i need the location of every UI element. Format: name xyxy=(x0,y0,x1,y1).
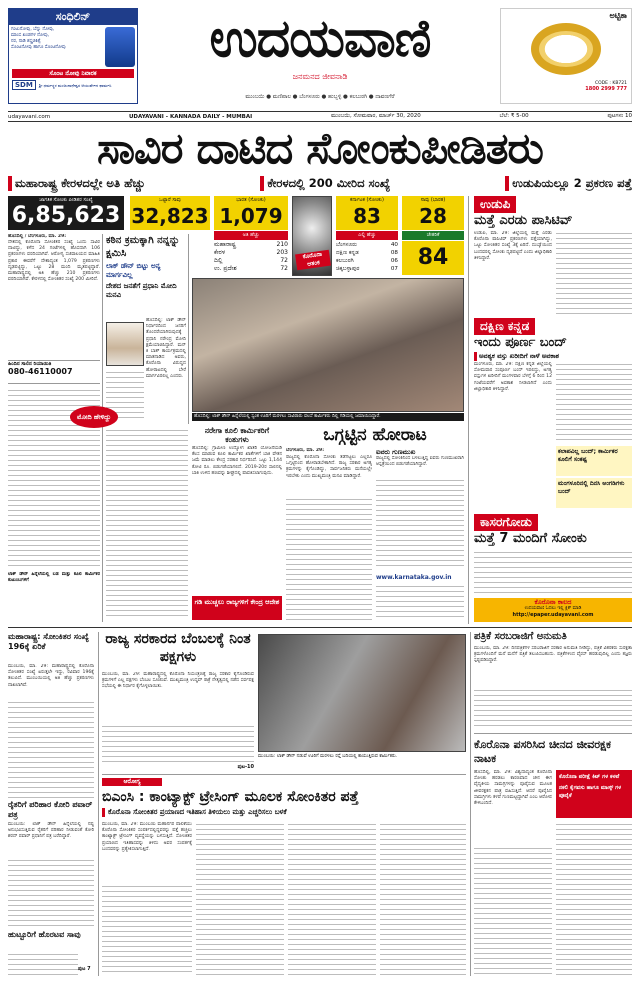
stat-deaths xyxy=(130,196,210,230)
ad-left-line: ಗಂಟುನೋವು, ಬೆನ್ನು ನೋವು, xyxy=(11,27,55,32)
unity-title: ಒಗ್ಗಟ್ಟಿನ ಹೋರಾಟ xyxy=(323,425,427,445)
left-bottom-block-3 xyxy=(8,952,78,978)
stat-india-deaths xyxy=(402,196,464,230)
dk-title: ಇಂದು ಪೂರ್ಣ ಬಂದ್ xyxy=(474,335,567,350)
bmc-body: ಮುಂಬಯಿ, ಮಾ. 29: ಮುಂಬಯಿ ಮಹಾನಗರ ಪಾಲಿಕೆಯು ಕೊರೊನಾ ಸೋಂಕಿತರ ಸಂಪರ್ಕದಲ್ಲಿದ್ದವರನ್ನು ಪತ್ತೆ ಹಚ್ಚಲು ಕಾಂಟ್ಯಾಕ್ಟ್ ಟ್ರೇಸಿಂಗ್ ವ್ಯವಸ್ಥೆಯನ್ನು ಬಳಸುತ್ತಿದೆ. ಸೋಂಕಿತರ ಪ್ರಯಾಣದ ಇತಿಹಾಸವನ್ನು ತಿಳಿದು ಅವರ ಸಂಪರ್ಕಕ್ಕೆ ಬಂದವರನ್ನು ಪ್ರತ್ಯೇಕಿಸಲಾಗುತ್ತಿದೆ. xyxy=(102,822,192,852)
stat-india-value: 1,079 xyxy=(219,204,283,228)
migrants-photo xyxy=(192,278,464,412)
top-state-row: ಮಹಾರಾಷ್ಟ್ರ 210 xyxy=(214,241,288,248)
right-bottom-title-1: ಪತ್ರಿಕೆ ಸರಬರಾಜಿಗೆ ಅನುಮತಿ xyxy=(474,631,567,642)
stat-deaths-label: ಒಟ್ಟಾರೆ ಸಾವು xyxy=(159,197,181,203)
stat-karnataka-label: ಕರ್ನಾಟಕ (ಸೋಂಕು) xyxy=(350,197,384,203)
udupi-label: ಉಡುಪಿ xyxy=(474,196,516,213)
bangle-icon xyxy=(531,23,601,75)
page-count: ಪುಟಗಳು 10 xyxy=(607,113,632,119)
right-bottom-body-2: ಹೊಸದಿಲ್ಲಿ, ಮಾ. 29: ವಿಶ್ವದಾದ್ಯಂತ ಕೊರೊನಾ ಸೋಂಕು ಹರಡಲು ಕಾರಣವಾದ ಚೀನ ಈಗ ವೈದ್ಯಕೀಯ ಸಾಮಗ್ರಿಗಳನ್ನು ಪೂರೈಸುವ ಮೂಲಕ ಜೀವರಕ್ಷಕನ ಪಾತ್ರ ವಹಿಸುತ್ತಿದೆ. ಆದರೆ ಪೂರೈಸಿದ ಸಾಮಗ್ರಿಗಳು ಕಳಪೆ ಗುಣಮಟ್ಟದ್ದಾಗಿವೆ ಎಂಬ ಆರೋಪ ಕೇಳಿಬಂದಿದೆ. xyxy=(474,770,552,807)
kasargod-label: ಕಾಸರಗೋಡು xyxy=(474,514,538,531)
modi-box-body: ಹೊಸದಿಲ್ಲಿ: ಲಾಕ್ ಡೌನ್ ನಿರ್ಧಾರದಿಂದ ಜನರಿಗೆ ತೊಂದರೆಯಾಗಿರುವುದಕ್ಕೆ ಪ್ರಧಾನಿ ನರೇಂದ್ರ ಮೋದಿ ಕ್ಷಮೆಯಾಚಿಸಿದ್ದಾರೆ. ಮನ್ ಕಿ ಬಾತ್ ಕಾರ್ಯಕ್ರಮದಲ್ಲಿ ಮಾತನಾಡಿದ ಅವರು, ಕೊರೊನಾ ವಿರುದ್ಧದ ಹೋರಾಟದಲ್ಲಿ ಬೇರೆ ಮಾರ್ಗವಿರಲಿಲ್ಲ ಎಂದರು. xyxy=(146,318,186,379)
helpline-box xyxy=(8,360,100,384)
masthead-editions: ಮುಂಬಯಿ ● ಮಣಿಪಾಲ ● ಬೆಂಗಳೂರು ● ಹುಬ್ಬಳ್ಳಿ ● ಕಲಬುರಗಿ ● ದಾವಣಗೆರೆ xyxy=(245,94,395,100)
dk-box-2: ಮಂಗಳೂರಿನಲ್ಲಿ ದಿನಸಿ ಅಂಗಡಿಗಳು ಬಂದ್ xyxy=(556,478,632,508)
stat-recovered-value: 84 xyxy=(402,241,464,275)
district-row: ಚಿಕ್ಕಬಳ್ಳಾಪುರ 07 xyxy=(336,266,398,272)
ad-left-line: ನರ, ನಾಡಿ ಶಸ್ತ್ರಚಿಕಿತ್ಸೆ xyxy=(11,39,41,44)
unity-side-body: ರಾಜ್ಯದಲ್ಲಿ ಸೋಂಕಿನಿಂದ ಬಳಲುತ್ತಿದ್ದ ಐವರು ಗುಣಮುಖರಾಗಿ ಆಸ್ಪತ್ರೆಯಿಂದ ಬಿಡುಗಡೆಯಾಗಿದ್ದಾರೆ. xyxy=(376,456,464,468)
ad-left-highlight: ಸೊಂಟ ನೋವು ನಿವಾರಕ xyxy=(12,69,134,78)
ad-right-phone: 1800 2999 777 xyxy=(585,86,627,92)
unity-body: ರಾಜ್ಯದಲ್ಲಿ ಕೊರೊನಾ ಸೋಂಕು ತಡೆಗಟ್ಟಲು ಎಲ್ಲರೂ ಒಗ್ಗಟ್ಟಿನಿಂದ ಹೋರಾಡಬೇಕಾಗಿದೆ. ರಾಜ್ಯ ಸರಕಾರ ಅಗತ್ಯ ಕ್ರಮಗಳನ್ನು ಕೈಗೊಂಡಿದ್ದು, ಸಾರ್ವಜನಿಕರು ಮನೆಯಲ್ಲೇ ಇರಬೇಕು ಎಂದು ಮುಖ್ಯಮಂತ್ರಿ ಮನವಿ ಮಾಡಿದ್ದಾರೆ. xyxy=(286,455,372,479)
sdm-logo-icon: SDM xyxy=(12,80,36,90)
unity-text-block xyxy=(286,497,372,621)
ad-right[interactable] xyxy=(500,8,632,104)
udupi-text-block xyxy=(556,231,632,315)
china-bullet: ಕೊರೊನಾ ಪರೀಕ್ಷೆ ಕಿಟ್ ಗಳ ಕಳಪೆ xyxy=(559,774,620,780)
workers-roadside-photo xyxy=(258,634,466,752)
ad-right-brand: ಅಟ್ಟಿಕಾ xyxy=(609,11,627,20)
unity-kicker: ಬೆಂಗಳೂರು, ಮಾ. 29: xyxy=(286,448,325,453)
bmc-title: ಬಿಎಂಸಿ : ಕಾಂಟ್ಯಾಕ್ಟ್ ಟ್ರೇಸಿಂಗ್ ಮೂಲಕ ಸೋಂಕಿತರ ಪತ್ತೆ xyxy=(102,789,359,805)
top-state-row: ದಿಲ್ಲಿ 72 xyxy=(214,257,288,264)
unity-side-block-2 xyxy=(376,584,464,620)
masthead-tagline: ಜನಮನದ ಜೀವನಾಡಿ xyxy=(292,72,348,81)
left-col-body: ದೇಶದಲ್ಲಿ ಕೊರೊನಾ ಸೋಂಕಿತರ ಸಂಖ್ಯೆ ಒಂದು ಸಾವಿರ ದಾಟಿದ್ದು, ಕಳೆದ 24 ಗಂಟೆಗಳಲ್ಲಿ ಹೊಸದಾಗಿ 106 ಪ್ರಕರಣಗಳು ವರದಿಯಾಗಿವೆ. ಆರೋಗ್ಯ ಸಚಿವಾಲಯದ ಮಾಹಿತಿ ಪ್ರಕಾರ ಈವರೆಗೆ ದೇಶಾದ್ಯಂತ 1,079 ಪ್ರಕರಣಗಳು ದೃಢಪಟ್ಟಿದ್ದು, ಒಟ್ಟು 28 ಮಂದಿ ಮೃತಪಟ್ಟಿದ್ದಾರೆ. ಮಹಾರಾಷ್ಟ್ರದಲ್ಲಿ ಅತಿ ಹೆಚ್ಚು 210 ಪ್ರಕರಣಗಳು ವರದಿಯಾಗಿವೆ. ಕೇರಳದಲ್ಲಿ ಸೋಂಕಿತರ ಸಂಖ್ಯೆ 200 ಮೀರಿದೆ. xyxy=(8,240,100,283)
left-bottom-title: ಮಹಾರಾಷ್ಟ್ರ: ಸೋಂಕಿತರ ಸಂಖ್ಯೆ 196ಕ್ಕೆ ಏರಿಕೆ xyxy=(8,632,89,651)
dateline: ಮುಂಬಯಿ, ಸೋಮವಾರ, ಮಾರ್ಚ್ 30, 2020 xyxy=(331,113,421,119)
unity-side-title: ಐವರು ಗುಣಮುಖ xyxy=(376,448,416,456)
left-bottom-body: ಮುಂಬಯಿ, ಮಾ. 29: ಮಹಾರಾಷ್ಟ್ರದಲ್ಲಿ ಕೊರೊನಾ ಸೋಂಕಿತರ ಸಂಖ್ಯೆ ಏರುತ್ತಲೇ ಇದ್ದು, ರವಿವಾರ 196ಕ್ಕೆ ತಲುಪಿದೆ. ಮುಂಬಯಿಯಲ್ಲಿ ಅತಿ ಹೆಚ್ಚು ಪ್ರಕರಣಗಳು ದಾಖಲಾಗಿವೆ. xyxy=(8,664,94,688)
masthead-title: ಉದಯವಾಣಿ xyxy=(209,9,431,69)
epaper-banner-line-2: ಉದಯವಾಣಿ ಓದಲು ಇಲ್ಲಿ ಕ್ಲಿಕ್ ಮಾಡಿ xyxy=(524,606,582,611)
left-bottom-block xyxy=(8,700,94,798)
top-state-row: ಕೇರಳ 203 xyxy=(214,249,288,256)
modi-badge: ಮೋದಿ ಹೇಳಿದ್ದು xyxy=(70,406,118,428)
district-row: ಬೆಂಗಳೂರು 40 xyxy=(336,242,398,248)
state-gov-ref: ಪುಟ-10 xyxy=(237,764,254,770)
state-gov-photo-caption: ಮುಂಬಯಿ: ಲಾಕ್ ಡೌನ್ ನಡುವೆ ಊರಿಗೆ ಮರಳಲು ರಸ್ತೆ ಬದಿಯಲ್ಲಿ ಕಾಯುತ್ತಿರುವ ಕಾರ್ಮಿಕರು. xyxy=(258,754,398,759)
left-bottom-ref: ಪುಟ 7 xyxy=(78,966,91,972)
left-bottom-block-2 xyxy=(8,858,94,926)
right-bottom-block-3 xyxy=(556,822,632,976)
state-gov-block xyxy=(102,724,254,764)
stat-india-deaths-label: ಸಾವು (ಭಾರತ) xyxy=(420,197,446,203)
workers-body: ಹೊಸದಿಲ್ಲಿ: ಗ್ರಾಮೀಣ ಉದ್ಯೋಗ ಖಾತರಿ ಯೋಜನೆಯಡಿ ಕೆಲಸ ಮಾಡುವ ಕೂಲಿ ಕಾರ್ಮಿಕರ ಖಾತೆಗಳಿಗೆ ಬಾಕಿ ವೇತನ ಜಮೆ ಮಾಡಲು ಕೇಂದ್ರ ಸರಕಾರ ನಿರ್ಧರಿಸಿದೆ. ಒಟ್ಟು 1,144 ಕೋಟಿ ರೂ. ಬಿಡುಗಡೆಯಾಗಲಿದೆ. 2019-20ರ ಸಾಲಿನಲ್ಲಿ ಬಾಕಿ ಉಳಿದ ಹಣವನ್ನು ಶೀಘ್ರದಲ್ಲಿ ಪಾವತಿಸಲಾಗುವುದು. xyxy=(192,446,282,476)
dk-text-block xyxy=(556,362,632,442)
unity-web-link[interactable]: www.karnataka.gov.in xyxy=(376,574,452,581)
modi-bullets-block xyxy=(106,428,188,618)
sub-headline-2: ಕೇರಳದಲ್ಲಿ 200 ಮೀರಿದ ಸಂಖ್ಯೆ xyxy=(260,176,390,191)
left-col-link: ಲಾಕ್ ಡೌನ್ ಹಿನ್ನೆಲೆಯಲ್ಲಿ ಬಡ ಮತ್ತು ಕೂಲಿ ಕಾರ್ಮಿಕರ ಕುಟುಂಬಗಳಿಗೆ xyxy=(8,572,100,584)
stat-recovered-label: ಚೇತರಿಕೆ xyxy=(402,231,464,240)
ad-left-maker: ಶ್ರೀ ಧರ್ಮಸ್ಥಳ ಮಂಜುನಾಥೇಶ್ವರ ಆಯುರ್ವೇದ ಫಾರ್ಮಸಿ xyxy=(38,82,112,88)
masthead-bar xyxy=(8,111,632,122)
udupi-title: ಮತ್ತೆ ಎರಡು ಪಾಸಿಟಿವ್ xyxy=(474,213,573,228)
modi-quote-2: ದೇಶದ ಜನತೆಗೆ ಪ್ರಧಾನಿ ಮೋದಿ ಮನವಿ xyxy=(106,282,177,299)
epaper-banner-line-1: ಕೊರೊನಾ ಕಾಲದ xyxy=(534,598,572,606)
workers-title: ನರೇಗಾ ಕೂಲಿ ಕಾರ್ಮಿಕರಿಗೆ ಕಂತುಗಳು xyxy=(204,426,270,444)
main-headline: ಸಾವಿರ ದಾಟಿದ ಸೋಂಕುಪೀಡಿತರು xyxy=(97,124,543,174)
bmc-block-1 xyxy=(102,884,192,976)
stat-deaths-value: 32,823 xyxy=(131,204,209,228)
district-row: ಕಲಬುರಗಿ 06 xyxy=(336,258,398,264)
left-bottom-title-3: ಹುಟ್ಟೂರಿಗೆ ಹೊರಟವ ಸಾವು xyxy=(8,930,81,939)
stat-top-label: ಅತಿ ಹೆಚ್ಚು xyxy=(214,231,288,240)
bmc-block-2 xyxy=(196,822,284,976)
sub-headline-1: ಮಹಾರಾಷ್ಟ್ರ ಕೇರಳದಲ್ಲೇ ಅತಿ ಹೆಚ್ಚು xyxy=(8,176,145,191)
price: ಬೆಲೆ: ₹ 5-00 xyxy=(499,113,529,119)
corona-badge: ಕೊರೊನಾ ಆತಂಕ xyxy=(295,250,331,271)
paper-name: UDAYAVANI - KANNADA DAILY - MUMBAI xyxy=(128,113,253,120)
modi-photo xyxy=(106,322,144,366)
china-bullet: ನಕಲಿ ಕೈಗವಸು ಹಾಗೂ ಮಾಸ್ಕ್ ಗಳ ಪೂರೈಕೆ xyxy=(559,785,622,799)
stat-global-label: ಜಾಗತಿಕ ಸೋಂಕು ಪೀಡಿತರ ಸಂಖ್ಯೆ xyxy=(39,197,93,203)
kasargod-title: ಮತ್ತೆ 7 ಮಂದಿಗೆ ಸೋಂಕು xyxy=(474,531,587,546)
state-gov-title: ರಾಜ್ಯ ಸರಕಾರದ ಬೆಂಬಲಕ್ಕೆ ನಿಂತ ಪಕ್ಷಗಳು xyxy=(105,631,251,665)
right-bottom-body-1: ಮುಂಬಯಿ, ಮಾ. 29: ದಿನಪತ್ರಿಕೆಗಳ ಸರಬರಾಜಿಗೆ ಸರಕಾರ ಅನುಮತಿ ನೀಡಿದ್ದು, ಪತ್ರಿಕೆ ವಿತರಕರು ಸುರಕ್ಷತಾ ಕ್ರಮಗಳೊಂದಿಗೆ ಮನೆ ಮನೆಗೆ ಪತ್ರಿಕೆ ತಲುಪಿಸಬಹುದು. ಪತ್ರಿಕೆಗಳಿಂದ ವೈರಸ್ ಹರಡುವುದಿಲ್ಲ ಎಂದು ತಜ್ಞರು ಸ್ಪಷ್ಟಪಡಿಸಿದ್ದಾರೆ. xyxy=(474,646,632,664)
stat-global xyxy=(8,196,124,230)
stat-india-deaths-value: 28 xyxy=(419,204,447,228)
stat-top-states xyxy=(214,241,288,273)
dk-label: ದಕ್ಷಿಣ ಕನ್ನಡ xyxy=(474,318,535,335)
stat-india-label: ಭಾರತ (ಸೋಂಕು) xyxy=(236,197,266,203)
helpline-phone[interactable]: 080-46110007 xyxy=(8,367,73,376)
dk-sub: ಅವಶ್ಯಕ ವಸ್ತು ಖರೀದಿಗೆ ನಾಳೆ ಅವಕಾಶ xyxy=(474,352,632,361)
stat-districts xyxy=(336,241,398,273)
ad-right-code: CODE : KB721 xyxy=(595,81,627,86)
right-bottom-block-2 xyxy=(474,846,552,976)
bmc-kicker: ಆರೋಗ್ಯ xyxy=(102,778,162,786)
right-bottom-title-2: ಕೊರೊನಾ ಪಸರಿಸಿದ ಚೀನದ ಜೀವರಕ್ಷಕ ನಾಟಕ xyxy=(474,738,611,765)
district-row: ದಕ್ಷಿಣ ಕನ್ನಡ 08 xyxy=(336,250,398,256)
top-state-row: ಉ. ಪ್ರದೇಶ 72 xyxy=(214,265,288,272)
state-gov-body: ಮುಂಬಯಿ, ಮಾ. 29: ಮಹಾರಾಷ್ಟ್ರದಲ್ಲಿ ಕೊರೊನಾ ನಿಯಂತ್ರಣಕ್ಕೆ ರಾಜ್ಯ ಸರಕಾರ ಕೈಗೊಂಡಿರುವ ಕ್ರಮಗಳಿಗೆ ಎಲ್ಲ ಪಕ್ಷಗಳು ಬೆಂಬಲ ಸೂಚಿಸಿವೆ. ಮುಖ್ಯಮಂತ್ರಿ ಉದ್ಧವ್ ಠಾಕ್ರೆ ನೇತೃತ್ವದಲ್ಲಿ ನಡೆದ ಸರ್ವಪಕ್ಷ ಸಭೆಯಲ್ಲಿ ಈ ನಿರ್ಧಾರ ಕೈಗೊಳ್ಳಲಾಯಿತು. xyxy=(102,672,254,690)
bmc-block-3 xyxy=(288,822,376,976)
dk-body: ಮಂಗಳೂರು, ಮಾ. 29: ದಕ್ಷಿಣ ಕನ್ನಡ ಜಿಲ್ಲೆಯಲ್ಲಿ ಸೋಮವಾರ ಸಂಪೂರ್ಣ ಬಂದ್ ಇರಲಿದ್ದು, ಅಗತ್ಯ ವಸ್ತುಗಳ ಖರೀದಿಗೆ ಮಂಗಳವಾರ ಬೆಳಗ್ಗೆ 6 ರಿಂದ 12 ಗಂಟೆಯವರೆಗೆ ಅವಕಾಶ ನೀಡಲಾಗಿದೆ ಎಂದು ಜಿಲ್ಲಾಧಿಕಾರಿ ತಿಳಿಸಿದ್ದಾರೆ. xyxy=(474,362,552,392)
sub-headline-3: ಉಡುಪಿಯಲ್ಲೂ 2 ಪ್ರಕರಣ ಪತ್ತೆ xyxy=(505,176,632,191)
helpline-title: ಹಿಂದಿನ ಸಾಲಿನ ರಿಯಾಯಿತಿ xyxy=(8,361,52,367)
left-bottom-title-2: ರೈತರಿಗೆ ಪರಿಹಾರ ಕೋರಿ ಪವಾರ್ ಪತ್ರ xyxy=(8,800,93,819)
modi-quote-1: ಲಾಕ್ ಡೌನ್ ಬಿಟ್ಟು ಅನ್ಯ ಮಾರ್ಗವಿಲ್ಲ xyxy=(106,262,161,279)
stat-global-value: 6,85,623 xyxy=(11,203,121,228)
workers-badge: ಗಡಿ ಮುಚ್ಚಲು ರಾಜ್ಯಗಳಿಗೆ ಕೇಂದ್ರ ಆದೇಶ xyxy=(192,596,282,620)
epaper-banner-url[interactable]: http://epaper.udayavani.com xyxy=(512,612,594,618)
udupi-body: ಉಡುಪಿ, ಮಾ. 29: ಜಿಲ್ಲೆಯಲ್ಲಿ ಮತ್ತೆ ಎರಡು ಕೊರೊನಾ ಪಾಸಿಟಿವ್ ಪ್ರಕರಣಗಳು ಪತ್ತೆಯಾಗಿದ್ದು, ಒಟ್ಟು ಸೋಂಕಿತರ ಸಂಖ್ಯೆ 3ಕ್ಕೆ ಏರಿದೆ. ದುಬಾೈಯಿಂದ ಬಂದವರಲ್ಲಿ ಸೋಂಕು ದೃಢಪಟ್ಟಿದೆ ಎಂದು ಜಿಲ್ಲಾಧಿಕಾರಿ ತಿಳಿಸಿದ್ದಾರೆ. xyxy=(474,231,552,261)
ad-left-brand: ಸಂಧಿಲಿನ್ xyxy=(9,9,137,25)
ad-left-bottle-icon xyxy=(105,27,135,67)
stat-india xyxy=(214,196,288,230)
bmc-sub: ಕೊರೊನಾ ಸೋಂಕಿತರ ಪ್ರಯಾಣದ ಇತಿಹಾಸ ತಿಳಿಯಲು ಮತ್ತು ಎಚ್ಚರಿಸಲು ಬಳಕೆ xyxy=(102,808,466,817)
modi-box-title: ಕಠಿನ ಕ್ರಮಕ್ಕಾಗಿ ನನ್ನನ್ನು ಕ್ಷಮಿಸಿ xyxy=(106,235,180,259)
ad-left[interactable] xyxy=(8,8,138,104)
unity-side-block xyxy=(376,478,464,570)
bmc-block-4 xyxy=(380,822,466,976)
photo-caption: ಹೊಸದಿಲ್ಲಿ: ಲಾಕ್ ಡೌನ್ ಹಿನ್ನೆಲೆಯಲ್ಲಿ ಸ್ವಂತ ಊರಿಗೆ ಮರಳಲು ಸಾವಿರಾರು ವಲಸೆ ಕಾರ್ಮಿಕರು ದಿಲ್ಲಿ ಗಡಿಯಲ್ಲಿ ಜಮಾಯಿಸಿದ್ದಾರೆ. xyxy=(192,413,464,421)
right-bottom-block-1 xyxy=(474,688,632,728)
site-link[interactable]: udayavani.com xyxy=(8,113,51,120)
china-bullets xyxy=(556,770,632,818)
stat-most-label: ಎಲ್ಲಿ ಹೆಚ್ಚು xyxy=(336,231,398,240)
left-col-kicker: ಹೊಸದಿಲ್ಲಿ / ಬೆಂಗಳೂರು, ಮಾ. 29: xyxy=(8,234,67,239)
ad-left-line: ಸೊಂಟನೋವು ಹಾಗೂ ಸೊಂಟನೋವು xyxy=(11,45,66,50)
kasargod-text-block xyxy=(474,550,632,596)
stat-karnataka xyxy=(336,196,398,230)
stat-karnataka-value: 83 xyxy=(353,204,381,228)
dk-box-1: ಕಲಾಪವಿಲ್ಲ ಬಂದ್; ಕಾರ್ಮಿಕರ ಕೂಲಿಗೆ ಸಂಕಷ್ಟ xyxy=(556,446,632,476)
ad-left-line: ಮಾಂಸ ಖಂಡಗಳ ನೋವು, xyxy=(11,33,50,38)
epaper-banner[interactable] xyxy=(474,598,632,622)
sub-headlines xyxy=(8,175,632,192)
left-bottom-body-2: ಮುಂಬಯಿ: ಲಾಕ್ ಡೌನ್ ಹಿನ್ನೆಲೆಯಲ್ಲಿ ನಷ್ಟ ಅನುಭವಿಸುತ್ತಿರುವ ರೈತರಿಗೆ ಪರಿಹಾರ ನೀಡುವಂತೆ ಕೋರಿ ಶರದ್ ಪವಾರ್ ಪ್ರಧಾನಿಗೆ ಪತ್ರ ಬರೆದಿದ್ದಾರೆ. xyxy=(8,822,94,840)
